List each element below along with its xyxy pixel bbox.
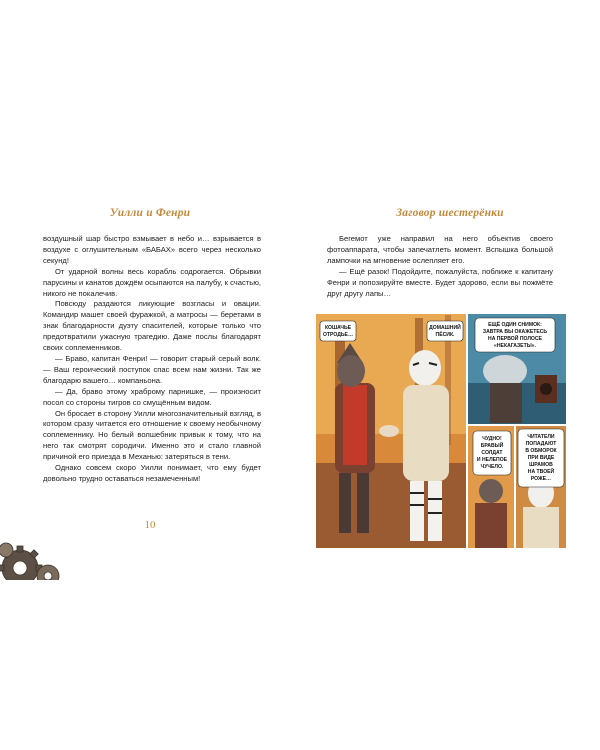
speech-bubble-3 bbox=[475, 318, 555, 352]
bubble-line: ПРИ ВИДЕ bbox=[527, 455, 555, 461]
bubble-line: «НЕКАГАЗЕТЫ». bbox=[494, 343, 536, 349]
running-head-right: Заговор шестерёнки bbox=[396, 207, 504, 219]
paragraph: воздушный шар быстро взмывает в небо и… взрывается в воздухе с оглушительным «БАБАХ» всего через несколько секунд! bbox=[43, 234, 261, 265]
bubble-line: СОЛДАТ bbox=[481, 450, 503, 456]
paragraph: Он бросает в сторону Уилли многозначительный взгляд, в котором сразу читается его отношение к своему необычному соплеменнику. Но белый волшебник привык к тому, что на него так смотрят сородичи. Именно это и стало главной причиной его приезда в Механью: затеряться в тени. bbox=[43, 408, 261, 462]
bubble-line: РОЖЕ… bbox=[530, 476, 552, 482]
speech-bubble-5 bbox=[518, 429, 564, 487]
paragraph: — Да, браво этому храброму парнишке, — произносит посол со стороны тигров со смущённым видом. bbox=[43, 386, 261, 407]
paragraph: — Браво, капитан Фенри! — говорит старый серый волк. — Ваш героический поступок спас всем нам жизни. Так же благодарю вашего… компаньона. bbox=[43, 353, 261, 385]
bubble-line: НА ТВОЕЙ bbox=[527, 469, 555, 475]
handshake bbox=[379, 425, 399, 437]
paragraph: Бегемот уже направил на него объектив своего фотоаппарата, чтобы запечатлеть момент. Вспышка большой лампочки на мгновение ослепляет его. bbox=[327, 234, 553, 265]
speech-bubble-1 bbox=[320, 321, 356, 341]
comic-illustration bbox=[315, 313, 567, 549]
right-body-text bbox=[327, 234, 553, 299]
bubble-line: ОТРОДЬЕ… bbox=[322, 332, 354, 338]
bubble-line: ШРАМОВ bbox=[529, 462, 553, 468]
bubble-line: И НЕЛЕПОЕ bbox=[476, 457, 508, 463]
paragraph: От ударной волны весь корабль содрогается. Обрывки парусины и канатов дождём осыпаются на палубу, к счастью, никого не покалечив. bbox=[43, 266, 261, 298]
bubble-line: ЧУДНО! bbox=[482, 436, 502, 442]
speech-bubble-2 bbox=[427, 321, 463, 341]
bubble-line: КОШАЧЬЕ bbox=[324, 325, 352, 331]
bubble-line: ЧИТАТЕЛИ bbox=[527, 434, 555, 440]
bubble-line: ЕЩЁ ОДИН СНИМОК: bbox=[488, 322, 542, 328]
bubble-line: ЧУЧЕЛО. bbox=[480, 464, 504, 470]
speech-bubble-4 bbox=[473, 431, 511, 475]
paragraph: Однако совсем скоро Уилли понимает, что ему будет довольно трудно оставаться незамеченным! bbox=[43, 463, 261, 483]
paragraph: Повсюду раздаются ликующие возгласы и овации. Командир машет своей фуражкой, а матросы — беретами в знак благодарности дуэту спасителей, которые только что предотвратили ужасную трагедию. Даже послы благодарят своих соплеменников. bbox=[43, 299, 261, 353]
comic-panel-main bbox=[316, 314, 466, 548]
bubble-line: БРАВЫЙ bbox=[480, 443, 504, 449]
page-number: 10 bbox=[144, 519, 156, 531]
paragraph: — Ещё разок! Подойдите, пожалуйста, поближе к капитану Фенри и попозируйте вместе. Будет здорово, если вы пожмёте друг другу лапы… bbox=[327, 266, 553, 298]
running-head-left: Уилли и Фенри bbox=[109, 207, 191, 219]
bubble-line: ДОМАШНИЙ bbox=[429, 325, 461, 331]
bubble-line: В ОБМОРОК bbox=[525, 448, 557, 454]
gear-ornament-icon bbox=[0, 520, 80, 580]
left-body-text bbox=[43, 234, 261, 485]
bubble-line: НА ПЕРВОЙ ПОЛОСЕ bbox=[488, 336, 542, 342]
bubble-line: ПЁСИК. bbox=[435, 332, 455, 338]
bubble-line: ЗАВТРА ВЫ ОКАЖЕТЕСЬ bbox=[482, 329, 548, 335]
bubble-line: ПОПАДАЮТ bbox=[525, 441, 557, 447]
